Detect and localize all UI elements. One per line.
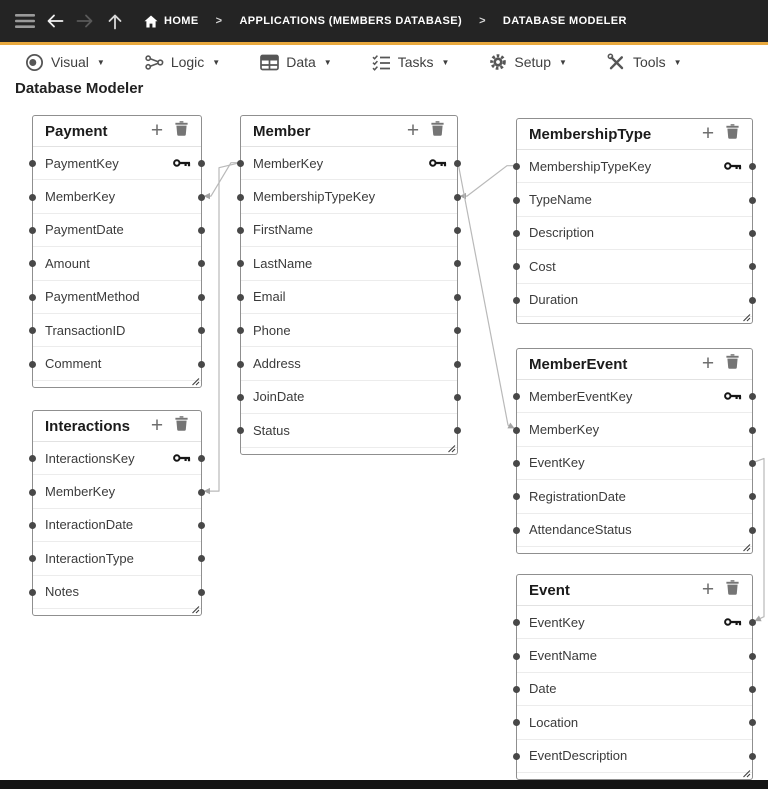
field-row-joindate[interactable] (241, 381, 457, 414)
trash-icon (431, 121, 444, 141)
field-row-cost[interactable] (517, 250, 752, 283)
add-field-button[interactable]: + (150, 414, 164, 437)
field-row-eventname[interactable] (517, 639, 752, 672)
field-row-phone[interactable] (241, 314, 457, 347)
connection-dot[interactable] (749, 230, 756, 237)
connection-dot[interactable] (29, 522, 36, 529)
resize-handle-icon[interactable] (742, 543, 751, 552)
field-row-eventdescription[interactable] (517, 740, 752, 773)
connection-dot[interactable] (29, 227, 36, 234)
field-name: PaymentDate (45, 222, 124, 238)
connection-dot[interactable] (749, 163, 756, 170)
relationship-line-member-membershiptypekey-to-membershiptype-membershiptypekey (458, 166, 516, 196)
resize-handle-icon[interactable] (742, 769, 751, 778)
field-name: MembershipTypeKey (529, 158, 652, 174)
entity-card-header (33, 411, 201, 442)
entity-card-header (33, 116, 201, 147)
field-row-eventkey[interactable] (517, 447, 752, 480)
relationship-line-memberevent-eventkey-to-event-eventkey (753, 459, 764, 622)
field-row-paymentkey[interactable] (33, 147, 201, 180)
connection-dot[interactable] (29, 489, 36, 496)
connection-dot[interactable] (454, 327, 461, 334)
connection-dot[interactable] (454, 394, 461, 401)
breadcrumb-label: HOME (164, 15, 199, 27)
field-name: EventDescription (529, 748, 628, 764)
connection-dot[interactable] (749, 653, 756, 660)
toolbar-menu-label: Data (286, 54, 316, 70)
field-row-memberkey[interactable] (241, 147, 457, 180)
connection-dot[interactable] (237, 394, 244, 401)
entity-card-memberevent[interactable] (516, 348, 753, 554)
connection-dot[interactable] (513, 753, 520, 760)
connection-dot[interactable] (454, 160, 461, 167)
connection-dot[interactable] (749, 493, 756, 500)
connection-dot[interactable] (749, 686, 756, 693)
trash-icon (175, 416, 188, 436)
field-row-comment[interactable] (33, 347, 201, 380)
field-name: Duration (529, 292, 579, 308)
field-name: JoinDate (253, 389, 305, 405)
primary-key-icon (173, 453, 191, 464)
field-name: EventKey (529, 614, 585, 630)
breadcrumb-label: APPLICATIONS (MEMBERS DATABASE) (239, 15, 463, 27)
field-row-description[interactable] (517, 217, 752, 250)
field-name: TypeName (529, 192, 592, 208)
connection-dot[interactable] (237, 194, 244, 201)
field-row-paymentdate[interactable] (33, 214, 201, 247)
field-row-membershiptypekey[interactable] (241, 180, 457, 213)
connection-dot[interactable] (513, 460, 520, 467)
field-name: Phone (253, 322, 291, 338)
primary-key-icon (724, 391, 742, 402)
caret-down-icon: ▼ (96, 57, 105, 67)
add-field-button[interactable]: + (150, 119, 164, 142)
entity-card-member[interactable] (240, 115, 458, 455)
field-name: MemberKey (529, 422, 600, 438)
connection-dot[interactable] (237, 294, 244, 301)
field-row-date[interactable] (517, 673, 752, 706)
connection-dot[interactable] (198, 160, 205, 167)
connection-dot[interactable] (749, 297, 756, 304)
connection-dot[interactable] (749, 619, 756, 626)
connection-dot[interactable] (749, 263, 756, 270)
relationship-line-interactions-memberkey-to-member-memberkey (202, 163, 240, 491)
entity-card-payment[interactable] (32, 115, 202, 388)
field-name: PaymentKey (45, 155, 119, 171)
resize-handle-icon[interactable] (742, 313, 751, 322)
field-name: InteractionType (45, 550, 134, 566)
field-row-interactiondate[interactable] (33, 509, 201, 542)
field-name: MemberEventKey (529, 388, 633, 404)
field-row-transactionid[interactable] (33, 314, 201, 347)
connection-dot[interactable] (749, 719, 756, 726)
page-title: Database Modeler (15, 80, 144, 97)
entity-card-interactions[interactable] (32, 410, 202, 616)
caret-down-icon: ▼ (673, 57, 682, 67)
field-row-membershiptypekey[interactable] (517, 150, 752, 183)
caret-down-icon: ▼ (212, 57, 221, 67)
field-name: MemberKey (45, 189, 116, 205)
toolbar-menu-label: Setup (514, 54, 552, 70)
connection-dot[interactable] (29, 361, 36, 368)
add-field-button[interactable]: + (701, 578, 715, 601)
field-row-email[interactable] (241, 281, 457, 314)
field-name: LastName (253, 255, 313, 271)
connection-dot[interactable] (513, 297, 520, 304)
connection-dot[interactable] (454, 227, 461, 234)
caret-down-icon: ▼ (559, 57, 567, 67)
resize-handle-icon[interactable] (191, 377, 200, 386)
field-row-typename[interactable] (517, 183, 752, 216)
primary-key-icon (429, 158, 447, 169)
field-row-notes[interactable] (33, 576, 201, 609)
field-row-attendancestatus[interactable] (517, 514, 752, 547)
connection-dot[interactable] (513, 686, 520, 693)
field-name: Email (253, 289, 286, 305)
connection-dot[interactable] (454, 427, 461, 434)
relationship-line-memberevent-memberkey-to-member-memberkey (458, 163, 516, 429)
connection-dot[interactable] (454, 361, 461, 368)
field-row-membereventkey[interactable] (517, 380, 752, 413)
field-name: EventName (529, 648, 597, 664)
connection-dot[interactable] (749, 753, 756, 760)
field-name: Date (529, 681, 557, 697)
delete-table-button[interactable] (425, 119, 449, 143)
field-name: InteractionDate (45, 517, 134, 533)
toolbar-menu-label: Visual (51, 54, 89, 70)
field-name: TransactionID (45, 322, 126, 338)
connection-dot[interactable] (29, 194, 36, 201)
field-name: Location (529, 714, 579, 730)
field-name: RegistrationDate (529, 488, 626, 504)
field-name: MemberKey (45, 484, 116, 500)
add-field-button[interactable]: + (701, 352, 715, 375)
connection-dot[interactable] (237, 227, 244, 234)
connection-dot[interactable] (198, 194, 205, 201)
entity-card-header (517, 119, 752, 150)
field-row-firstname[interactable] (241, 214, 457, 247)
connection-dot[interactable] (454, 294, 461, 301)
field-row-memberkey[interactable] (33, 475, 201, 508)
connection-dot[interactable] (198, 455, 205, 462)
primary-key-icon (724, 161, 742, 172)
delete-table-button[interactable] (169, 414, 193, 438)
connection-dot[interactable] (198, 227, 205, 234)
field-row-status[interactable] (241, 414, 457, 447)
field-name: FirstName (253, 222, 313, 238)
connection-dot[interactable] (513, 527, 520, 534)
connection-dot[interactable] (198, 260, 205, 267)
field-row-memberkey[interactable] (33, 180, 201, 213)
field-name: PaymentMethod (45, 289, 140, 305)
relationship-line-payment-memberkey-to-member-memberkey (202, 163, 240, 196)
entity-card-event[interactable] (516, 574, 753, 780)
delete-table-button[interactable] (720, 122, 744, 146)
field-name: Status (253, 422, 290, 438)
field-row-registrationdate[interactable] (517, 480, 752, 513)
connection-dot[interactable] (29, 294, 36, 301)
primary-key-icon (724, 617, 742, 628)
entity-title: Payment (45, 122, 108, 140)
field-name: Cost (529, 258, 556, 274)
entity-card-header (241, 116, 457, 147)
connection-dot[interactable] (513, 197, 520, 204)
field-row-amount[interactable] (33, 247, 201, 280)
field-row-interactionskey[interactable] (33, 442, 201, 475)
connection-dot[interactable] (513, 230, 520, 237)
connection-dot[interactable] (198, 589, 205, 596)
connection-dot[interactable] (749, 393, 756, 400)
delete-table-button[interactable] (169, 119, 193, 143)
field-name: InteractionsKey (45, 450, 135, 466)
add-field-button[interactable]: + (406, 119, 420, 142)
field-name: Notes (45, 584, 79, 600)
connection-dot[interactable] (198, 294, 205, 301)
resize-handle-icon[interactable] (447, 444, 456, 453)
connection-dot[interactable] (198, 361, 205, 368)
field-row-duration[interactable] (517, 284, 752, 317)
connection-dot[interactable] (198, 489, 205, 496)
toolbar-menu-label: Logic (170, 54, 205, 70)
trash-icon (726, 580, 739, 600)
connection-dot[interactable] (198, 522, 205, 529)
entity-title: Event (529, 581, 570, 599)
field-name: Comment (45, 356, 102, 372)
field-row-lastname[interactable] (241, 247, 457, 280)
field-name: Description (529, 225, 595, 241)
field-name: Address (253, 356, 301, 372)
breadcrumb-chevron-icon: > (479, 15, 486, 27)
entity-card-header (517, 349, 752, 380)
entity-card-header (517, 575, 752, 606)
entity-card-membershiptype[interactable] (516, 118, 753, 324)
trash-icon (726, 124, 739, 144)
connection-dot[interactable] (749, 197, 756, 204)
connection-dot[interactable] (198, 555, 205, 562)
field-name: AttendanceStatus (529, 522, 632, 538)
toolbar-menu-label: Tasks (397, 54, 434, 70)
connection-dot[interactable] (513, 653, 520, 660)
connection-dot[interactable] (29, 589, 36, 596)
entity-title: Interactions (45, 417, 131, 435)
resize-handle-icon[interactable] (191, 605, 200, 614)
breadcrumb-chevron-icon: > (215, 15, 223, 27)
field-row-paymentmethod[interactable] (33, 281, 201, 314)
connection-dot[interactable] (749, 427, 756, 434)
caret-down-icon: ▼ (441, 57, 450, 67)
field-row-location[interactable] (517, 706, 752, 739)
connection-dot[interactable] (454, 260, 461, 267)
connection-dot[interactable] (237, 361, 244, 368)
field-row-memberkey[interactable] (517, 413, 752, 446)
field-row-eventkey[interactable] (517, 606, 752, 639)
connection-dot[interactable] (454, 194, 461, 201)
connection-dot[interactable] (198, 327, 205, 334)
connection-dot[interactable] (749, 527, 756, 534)
primary-key-icon (173, 158, 191, 169)
connection-dot[interactable] (513, 427, 520, 434)
entity-title: MemberEvent (529, 355, 628, 373)
breadcrumb-label: DATABASE MODELER (502, 15, 627, 27)
connection-dot[interactable] (749, 460, 756, 467)
field-name: EventKey (529, 455, 585, 471)
field-name: MembershipTypeKey (253, 189, 376, 205)
field-name: Amount (45, 255, 90, 271)
delete-table-button[interactable] (720, 352, 744, 376)
trash-icon (175, 121, 188, 141)
field-row-interactiontype[interactable] (33, 542, 201, 575)
bottom-bar (0, 780, 768, 789)
trash-icon (726, 354, 739, 374)
caret-down-icon: ▼ (323, 57, 332, 67)
delete-table-button[interactable] (720, 578, 744, 602)
toolbar-menu-label: Tools (632, 54, 666, 70)
entity-title: Member (253, 122, 311, 140)
field-row-address[interactable] (241, 347, 457, 380)
entity-title: MembershipType (529, 125, 652, 143)
field-name: MemberKey (253, 155, 324, 171)
add-field-button[interactable]: + (701, 122, 715, 145)
